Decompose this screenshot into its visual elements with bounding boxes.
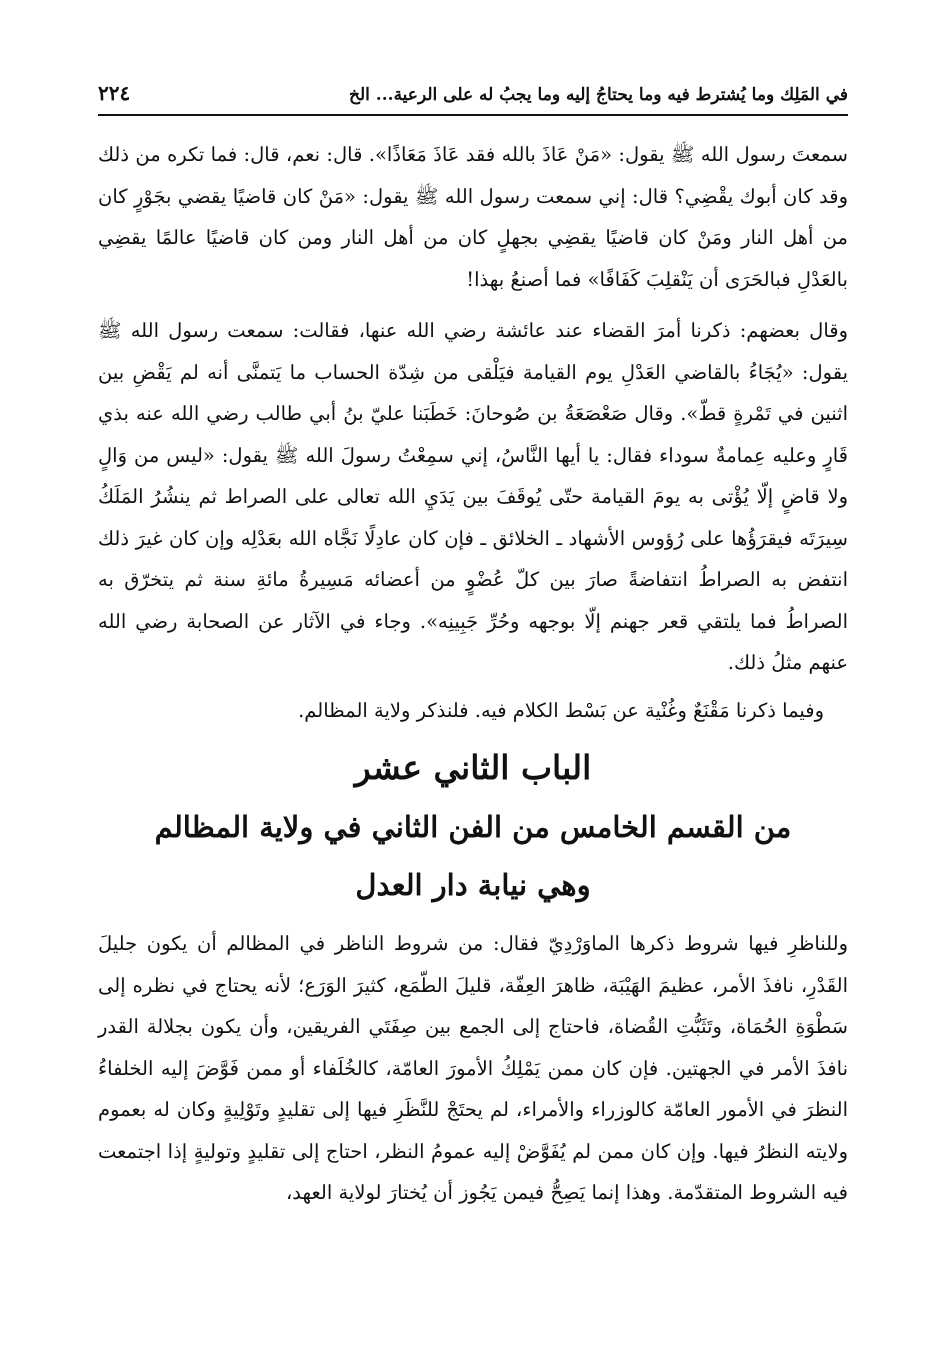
chapter-subtitle: من القسم الخامس من الفن الثاني في ولاية المظالم	[154, 810, 792, 844]
book-page	[98, 78, 848, 1214]
page-number: ٢٢٤	[98, 81, 131, 105]
chapter-heading	[98, 739, 848, 913]
chapter-title: الباب الثاني عشر	[354, 748, 592, 787]
paragraph-3: وفيما ذكرنا مَقْنَعٌ وغُنْية عن بَسْط الكلام فيه. فلنذكر ولاية المظالم.	[298, 698, 824, 722]
paragraph-1: سمعتَ رسول الله ﷺ يقول: «مَنْ عَاذَ بالله فقد عَاذَ مَعَاذًا». قال: نعم، قال: فما تكره من ذلك وقد كان أبوك يقْضِي؟ قال: إني سمعت رسول الله ﷺ يقول: «مَنْ كان قاضيًا يقضي بجَوْرٍ كان من أهل النار ومَنْ كان قاضيًا يقضِي بجهلٍ كان من أهل النار ومن كان قاضيًا عالمًا يقضِي بالعَدْلِ فبالحَرَى أن يَنْقلِبَ كَفَافًا» فما أصنعُ بهذا!	[98, 143, 848, 291]
paragraph-4: وللناظرِ فيها شروط ذكرها الماوَرْدِيّ فقال: من شروط الناظر في المظالم أن يكون جليلَ القَدْرِ، نافذَ الأمر، عظيمَ الهَيْبَة، ظاهرَ العِفّة، قليلَ الطّمَع، كثيرَ الوَرَع؛ لأنه يحتاج في نظره إلى سَطْوَةِ الحُمَاة، وتَثَبُّتِ القُضاة، فاحتاج إلى الجمع بين صِفَتَي الفريقين، وأن يكون بجلالة القدر نافذَ الأمر في الجهتين. فإن كان ممن يَمْلِكُ الأمورَ العامّة، كالخُلَفاء أو ممن فَوَّضَ إليه الخلفاءُ النظرَ في الأمور العامّة كالوزراء والأمراء، لم يحتَجْ للنَّظَرِ فيها إلى تقليدٍ وتَوْلِيةٍ وكان له بعموم ولايته النظرُ فيها. وإن كان ممن لم يُفَوَّضْ إليه عمومُ النظر، احتاج إلى تقليدٍ وتوليةٍ إذا اجتمعت فيه الشروط المتقدّمة. وهذا إنما يَصِحُّ فيمن يَجُوز أن يُختارَ لولاية العهد،	[98, 932, 848, 1204]
running-title: في المَلِك وما يُشترط فيه وما يحتاجُ إليه وما يجبُ له على الرعية... الخ	[349, 85, 848, 105]
paragraph-2: وقال بعضهم: ذكرنا أمرَ القضاء عند عائشة رضي الله عنها، فقالت: سمعت رسول الله ﷺ يقول: «يُجَاءُ بالقاضي العَدْلِ يوم القيامة فيَلْقى من شِدّة الحساب ما يَتمنَّى أنه لم يَقْضِ بين اثنين في تَمْرةٍ قطّ». وقال صَعْصَعَةُ بن صُوحانَ: خَطَبَنا عليّ بنُ أبي طالب رضي الله عنه بذي قَارٍ وعليه عِمامةٌ سوداء فقال: يا أيها النَّاسُ، إني سمِعْتُ رسولَ الله ﷺ يقول: «ليس من وَالٍ ولا قاضٍ إلّا يُؤْتى به يومَ القيامة حتّى يُوقَفَ بين يَدَيِ الله تعالى على الصراط ثم ينشُرُ المَلَكُ سِيرَتَه فيقرَؤُها على رُؤوس الأشهاد ـ الخلائق ـ فإن كان عادِلًا نَجَّاه الله بعَدْلِه وإن كان غيرَ ذلك انتفض به الصراطُ انتفاضةً صارَ بين كلّ عُضْوٍ من أعضائه مَسِيرةُ مائةِ سنة ثم يتخرّق به الصراطُ فما يلتقي قعر جهنم إلّا بوجهه وحُرِّ جَبِينِه». وجاء في الآثار عن الصحابة رضي الله عنهم مثلُ ذلك.	[98, 319, 848, 674]
running-header	[98, 78, 848, 116]
chapter-subtitle-2: وهي نيابة دار العدل	[355, 868, 591, 902]
